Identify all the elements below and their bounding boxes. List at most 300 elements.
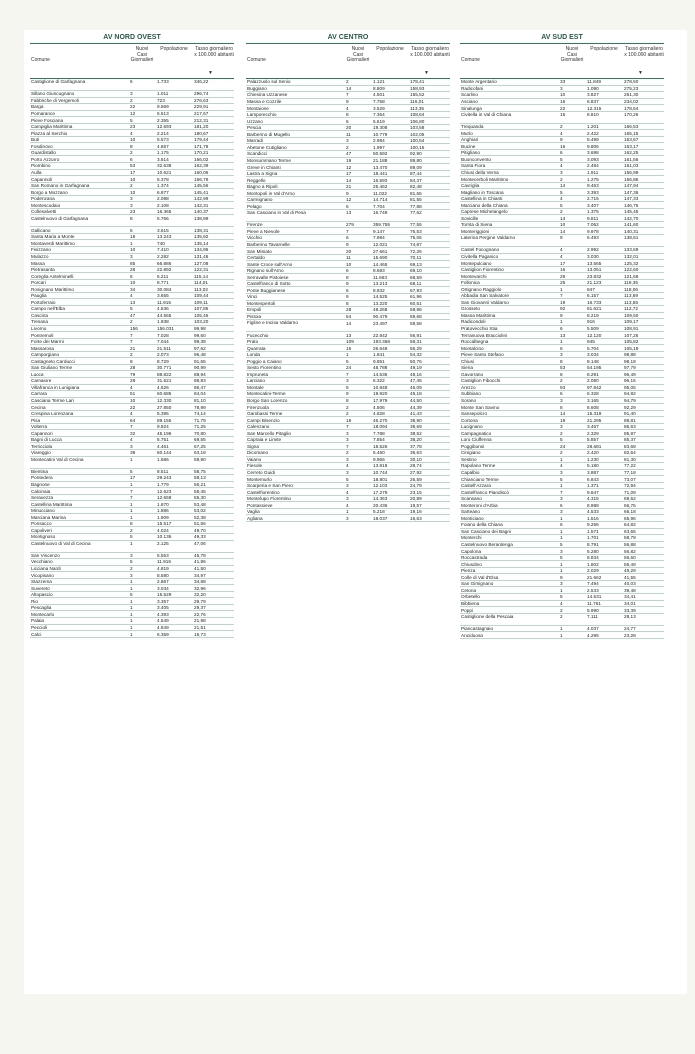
tasso-cell: 90,99 — [194, 365, 206, 371]
table-row — [30, 631, 234, 638]
nuovi-casi-cell: 2 — [560, 614, 563, 620]
tasso-cell: 113,35 — [410, 105, 424, 111]
tasso-cell: 30,10 — [410, 456, 422, 462]
comune-cell: Rapolano Terme — [461, 463, 496, 469]
popolazione-cell: 20.436 — [373, 502, 388, 508]
comune-cell: Massa e Cozzile — [247, 99, 282, 105]
comune-cell: Carrara — [31, 391, 47, 397]
tasso-cell: 85,37 — [624, 437, 636, 443]
popolazione-cell: 10.848 — [373, 384, 388, 390]
tasso-cell: 88,94 — [194, 371, 206, 377]
nuovi-casi-cell: 6 — [346, 268, 349, 274]
comune-cell: Carmignano — [247, 197, 273, 203]
popolazione-cell: 7.854 — [373, 437, 385, 443]
comune-cell: Cinigiano — [461, 450, 481, 456]
popolazione-cell: 2.355 — [157, 117, 169, 123]
comune-cell: Arezzo — [461, 384, 476, 390]
popolazione-cell: 3.034 — [587, 352, 599, 358]
header-nuovi-casi[interactable]: Nuovi Casi Giornalieri — [130, 46, 154, 64]
tasso-cell: 68,59 — [410, 274, 422, 280]
nuovi-casi-cell: 3 — [560, 352, 563, 358]
nuovi-casi-cell: 6 — [560, 150, 563, 156]
popolazione-cell: 7.410 — [157, 247, 169, 253]
nuovi-casi-cell: 24 — [560, 443, 566, 449]
popolazione-cell: 1.686 — [157, 456, 169, 462]
comune-cell: Campagnatico — [461, 430, 492, 436]
nuovi-casi-cell: 1 — [130, 540, 133, 546]
section-title: AV SUD EST — [460, 30, 664, 44]
comune-cell: Santa Fiora — [461, 163, 486, 169]
comune-cell: Bibbiena — [461, 600, 480, 606]
tasso-cell: 56,21 — [194, 482, 206, 488]
nuovi-casi-cell: 8 — [560, 371, 563, 377]
header-popolazione[interactable]: Popolazione — [376, 46, 404, 52]
header-tasso[interactable]: Tasso giornaliero x 100.000 abitanti — [410, 46, 450, 58]
tasso-cell: 217,67 — [194, 111, 209, 117]
nuovi-casi-cell: 3 — [130, 572, 133, 578]
comune-cell: Barga — [31, 104, 44, 110]
nuovi-casi-cell: 6 — [560, 345, 563, 351]
tasso-cell: 69,13 — [410, 261, 422, 267]
tasso-cell: 105,46 — [194, 312, 209, 318]
tasso-cell: 89,09 — [410, 164, 422, 170]
nuovi-casi-cell: 3 — [560, 169, 563, 175]
tasso-cell: 99,98 — [194, 325, 206, 331]
nuovi-casi-cell: 9 — [346, 241, 349, 247]
tasso-cell: 105,82 — [624, 339, 639, 345]
popolazione-cell: 4.849 — [157, 624, 169, 630]
comune-cell: San Casciano in Val di Pesa — [247, 210, 306, 216]
sort-down-icon[interactable]: ▼ — [208, 70, 213, 76]
nuovi-casi-cell: 11 — [346, 255, 351, 261]
comune-cell: Altopascio — [31, 592, 53, 598]
popolazione-cell: 21.123 — [587, 280, 602, 286]
tasso-cell: 23,15 — [410, 489, 422, 495]
popolazione-cell: 4.461 — [157, 443, 169, 449]
tasso-cell: 55,45 — [194, 488, 206, 494]
tasso-cell: 156,99 — [624, 169, 639, 175]
popolazione-cell: 2.329 — [587, 430, 599, 436]
nuovi-casi-cell: 19 — [560, 299, 566, 305]
comune-cell: Monterchi — [461, 535, 482, 541]
header-comune[interactable]: Comune — [31, 57, 50, 63]
comune-cell: Pescia — [247, 125, 262, 131]
tasso-cell: 59,68 — [410, 313, 422, 319]
comune-cell: Fivizzano — [31, 247, 51, 253]
comune-cell: Cetona — [461, 587, 477, 593]
tasso-cell: 160,06 — [194, 169, 209, 175]
popolazione-cell: 9.851 — [373, 358, 385, 364]
comune-cell: Vecchiano — [31, 559, 53, 565]
tasso-cell: 122,31 — [194, 267, 209, 273]
header-comune[interactable]: Comune — [461, 57, 480, 63]
tasso-cell: 23,28 — [624, 632, 636, 638]
section-title: AV CENTRO — [246, 30, 450, 44]
nuovi-casi-cell: 3 — [130, 552, 133, 558]
table-centro — [246, 30, 450, 522]
tasso-cell: 49,70 — [194, 527, 206, 533]
nuovi-casi-cell: 1 — [130, 624, 133, 630]
tasso-cell: 158,93 — [410, 85, 425, 91]
comune-cell: Capolona — [461, 548, 482, 554]
comune-cell: Buggiano — [247, 85, 267, 91]
comune-cell: Sorano — [461, 398, 477, 403]
comune-cell: Villafranca in Lunigiana — [31, 384, 80, 390]
comune-cell: Pauglia — [31, 293, 47, 299]
tasso-cell: 41,55 — [624, 574, 636, 580]
comune-cell: Siena — [461, 365, 473, 371]
nuovi-casi-cell: 8 — [346, 398, 349, 403]
nuovi-casi-cell: 1 — [130, 482, 133, 488]
comune-cell: Terranuova Bracciolini — [461, 332, 508, 338]
nuovi-casi-cell: 9 — [560, 574, 563, 580]
nuovi-casi-cell: 5 — [130, 306, 133, 312]
comune-cell: Tresana — [31, 319, 49, 325]
popolazione-cell: 12.330 — [157, 398, 172, 403]
tasso-cell: 100,15 — [410, 144, 425, 150]
comune-cell: Abetone Cutigliano — [247, 144, 287, 150]
comune-cell: Montelupo Fiorentino — [247, 496, 292, 502]
popolazione-cell: 1.841 — [373, 352, 385, 358]
popolazione-cell: 4.501 — [373, 92, 385, 98]
nuovi-casi-cell: 8 — [130, 521, 133, 527]
comune-cell: Monticiano — [461, 515, 484, 521]
nuovi-casi-cell: 5 — [130, 117, 133, 123]
nuovi-casi-cell: 1 — [130, 585, 133, 591]
comune-cell: Uzzano — [247, 118, 263, 124]
tasso-cell: 156,79 — [194, 176, 209, 182]
tasso-cell: 92,29 — [624, 404, 636, 410]
table-row — [460, 632, 664, 639]
nuovi-casi-cell: 15 — [560, 112, 566, 118]
nuovi-casi-cell: 14 — [346, 85, 352, 91]
tasso-cell: 22,76 — [194, 611, 206, 617]
popolazione-cell: 6.877 — [157, 189, 169, 195]
tasso-cell: 102,05 — [410, 131, 425, 137]
popolazione-cell: 14.714 — [373, 197, 388, 203]
nuovi-casi-cell: 18 — [346, 417, 352, 423]
tasso-cell: 96,15 — [624, 378, 636, 384]
tasso-cell: 81,10 — [194, 398, 206, 403]
popolazione-cell: 12.623 — [157, 488, 172, 494]
nuovi-casi-cell: 5 — [346, 384, 349, 390]
popolazione-cell: 26.648 — [373, 345, 388, 351]
tasso-cell: 84,04 — [194, 391, 206, 397]
nuovi-casi-cell: 4 — [560, 130, 563, 136]
nuovi-casi-cell: 13 — [560, 332, 566, 338]
tasso-cell: 46,09 — [410, 384, 422, 390]
comune-cell: Empoli — [247, 307, 262, 313]
table-row — [30, 457, 234, 469]
nuovi-casi-cell: 5 — [560, 542, 563, 548]
popolazione-cell: 9.966 — [373, 456, 385, 462]
comune-cell: Ponsacco — [31, 521, 52, 527]
comune-cell: Monteriggioni — [461, 228, 490, 234]
comune-cell: Bagni di Lucca — [31, 437, 62, 443]
comune-cell: Dicomano — [247, 450, 269, 456]
tasso-cell: 47,06 — [194, 540, 206, 546]
tasso-cell: 109,50 — [624, 312, 639, 318]
popolazione-cell: 3.034 — [157, 585, 169, 591]
nuovi-casi-cell: 21 — [346, 184, 352, 190]
header-popolazione[interactable]: Popolazione — [160, 46, 188, 52]
popolazione-cell: 89.155 — [157, 417, 172, 423]
nuovi-casi-cell: 7 — [346, 443, 349, 449]
tasso-cell: 72,25 — [410, 248, 422, 254]
table-row — [30, 215, 234, 227]
nuovi-casi-cell: 8 — [346, 274, 349, 280]
popolazione-cell: 1.938 — [157, 319, 169, 325]
nuovi-casi-cell: 17 — [130, 475, 136, 481]
header-comune[interactable]: Comune — [247, 57, 266, 63]
tasso-cell: 107,85 — [194, 306, 209, 312]
comune-cell: Poggibonsi — [461, 443, 485, 449]
header-popolazione[interactable]: Popolazione — [590, 46, 618, 52]
popolazione-cell: 12.021 — [373, 241, 388, 247]
nuovi-casi-cell: 3 — [346, 138, 349, 144]
popolazione-cell: 5.211 — [157, 273, 169, 279]
nuovi-casi-cell: 279 — [346, 222, 354, 228]
popolazione-cell: 10.621 — [157, 169, 172, 175]
tasso-cell: 45,18 — [410, 391, 422, 397]
nuovi-casi-cell: 2 — [560, 378, 563, 384]
nuovi-casi-cell: 6 — [130, 156, 133, 162]
comune-cell: Capoliveri — [31, 527, 52, 533]
popolazione-cell: 9.256 — [587, 522, 599, 528]
nuovi-casi-cell: 25 — [560, 280, 566, 286]
nuovi-casi-cell: 8 — [130, 143, 133, 149]
tasso-cell: 118,06 — [624, 286, 638, 292]
tasso-cell: 39,48 — [624, 587, 636, 593]
tasso-cell: 181,20 — [194, 124, 209, 130]
nuovi-casi-cell: 1 — [560, 528, 563, 534]
tasso-cell: 58,96 — [410, 307, 422, 313]
tasso-cell: 71,25 — [194, 424, 206, 430]
nuovi-casi-cell: 4 — [560, 253, 563, 259]
nuovi-casi-cell: 9 — [560, 235, 563, 241]
comune-cell: Calenzano — [247, 424, 270, 430]
comune-cell: Montaverdi Marittimo — [31, 240, 75, 246]
popolazione-cell: 916 — [587, 319, 595, 325]
popolazione-cell: 10.744 — [373, 470, 388, 476]
popolazione-cell: 45.196 — [157, 430, 172, 436]
nuovi-casi-cell: 1 — [130, 631, 133, 637]
comune-cell: Stazzema — [31, 579, 52, 585]
tasso-cell: 178,64 — [624, 105, 639, 111]
popolazione-cell: 1.911 — [587, 169, 599, 175]
tasso-cell: 55,30 — [194, 495, 206, 501]
tasso-cell: 72,94 — [624, 483, 636, 489]
nuovi-casi-cell: 12 — [346, 164, 352, 170]
comune-cell: Capalbio — [461, 470, 480, 476]
popolazione-cell: 2.029 — [587, 568, 599, 574]
comune-cell: Suvereto — [31, 585, 50, 591]
tasso-cell: 81,65 — [410, 190, 422, 196]
popolazione-cell: 5.513 — [157, 111, 169, 117]
comune-cell: Pieve Santo Stefano — [461, 352, 504, 358]
header-nuovi-casi[interactable]: Nuovi Casi Giornalieri — [560, 46, 584, 64]
sort-down-icon[interactable]: ▼ — [638, 70, 643, 76]
popolazione-cell: 740 — [157, 240, 165, 246]
comune-cell: Grosseto — [461, 306, 481, 312]
popolazione-cell: 7.788 — [373, 430, 385, 436]
nuovi-casi-cell: 1 — [560, 319, 563, 325]
comune-cell: Montecatini Val di Cecina — [31, 456, 84, 462]
nuovi-casi-cell: 2 — [346, 450, 349, 456]
comune-cell: Castelnuovo di Garfagnana — [31, 215, 89, 221]
nuovi-casi-cell: 7 — [346, 228, 349, 234]
nuovi-casi-cell: 1 — [346, 509, 349, 515]
nuovi-casi-cell: 5 — [560, 156, 563, 162]
tasso-cell: 142,99 — [194, 196, 209, 202]
nuovi-casi-cell: 5 — [560, 594, 563, 600]
comune-cell: Roccastrada — [461, 555, 488, 561]
popolazione-cell: 18.037 — [373, 515, 388, 521]
comune-cell: San Gimignano — [461, 581, 494, 587]
nuovi-casi-cell: 6 — [560, 325, 563, 331]
popolazione-cell: 81.621 — [587, 306, 602, 312]
popolazione-cell: 5.857 — [587, 437, 599, 443]
comune-cell: Chiusi della Verna — [461, 169, 499, 175]
nuovi-casi-cell: 85 — [130, 260, 136, 266]
nuovi-casi-cell: 5 — [560, 189, 563, 195]
comune-cell: Barberino Tavarnelle — [247, 241, 290, 247]
nuovi-casi-cell: 14 — [560, 183, 566, 189]
header-tasso[interactable]: Tasso giornaliero x 100.000 abitanti — [624, 46, 664, 58]
comune-cell: Signa — [247, 443, 259, 449]
popolazione-cell: 5.460 — [373, 450, 385, 456]
comune-cell: Pitigliano — [461, 150, 481, 156]
tasso-cell: 97,79 — [624, 365, 636, 371]
popolazione-cell: 18.801 — [373, 476, 388, 482]
nuovi-casi-cell: 5 — [560, 555, 563, 561]
nuovi-casi-cell: 14 — [560, 215, 566, 221]
nuovi-casi-cell: 5 — [346, 358, 349, 364]
comune-cell: Gallicano — [31, 227, 51, 233]
nuovi-casi-cell: 4 — [130, 130, 133, 136]
nuovi-casi-cell: 29 — [560, 273, 566, 279]
comune-cell: Montaione — [247, 105, 269, 111]
popolazione-cell: 11.761 — [587, 600, 601, 606]
tasso-cell: 55,49 — [624, 561, 636, 567]
popolazione-cell: 12.315 — [587, 105, 602, 111]
tasso-cell: 146,76 — [624, 202, 639, 208]
tasso-cell: 212,31 — [194, 117, 209, 123]
popolazione-cell: 21.662 — [587, 574, 602, 580]
comune-cell: Poppi — [461, 607, 473, 613]
tasso-cell: 98,18 — [624, 358, 636, 364]
nuovi-casi-cell: 3 — [130, 91, 133, 97]
nuovi-casi-cell: 4 — [560, 600, 563, 606]
popolazione-cell: 21.295 — [587, 417, 602, 423]
comune-cell: Pistoia — [247, 313, 262, 319]
tasso-cell: 28,74 — [410, 463, 422, 469]
nuovi-casi-cell: 10 — [130, 176, 136, 182]
sort-down-icon[interactable]: ▼ — [424, 70, 429, 76]
nuovi-casi-cell: 9 — [560, 312, 563, 318]
nuovi-casi-cell: 1 — [346, 352, 349, 358]
tasso-cell: 140,31 — [624, 228, 639, 234]
comune-cell: Castel Focognano — [461, 247, 500, 253]
popolazione-cell: 6.328 — [587, 391, 599, 397]
comune-cell: Marciano della Chiana — [461, 202, 508, 208]
comune-cell: Castelfranco Piandiscò — [461, 489, 509, 495]
popolazione-cell: 60.144 — [157, 450, 172, 456]
nuovi-casi-cell: 3 — [346, 437, 349, 443]
nuovi-casi-cell: 1 — [560, 456, 563, 462]
popolazione-cell: 2.992 — [587, 247, 599, 253]
popolazione-cell: 21.511 — [157, 345, 171, 351]
tasso-cell: 156,86 — [624, 176, 639, 182]
comune-cell: Pietrasanta — [31, 267, 55, 273]
tasso-cell: 113,55 — [624, 299, 638, 305]
comune-cell: Montescudaio — [31, 202, 61, 208]
popolazione-cell: 8.988 — [587, 502, 599, 508]
tasso-cell: 32,20 — [194, 592, 206, 598]
tasso-cell: 296,74 — [194, 91, 209, 97]
popolazione-cell: 3.827 — [587, 92, 599, 98]
comune-cell: San Casciano dei Bagni — [461, 528, 512, 534]
comune-cell: Bucine — [461, 143, 476, 149]
comune-cell: Capannori — [31, 430, 53, 436]
nuovi-casi-cell: 6 — [560, 502, 563, 508]
popolazione-cell: 90.479 — [373, 313, 388, 319]
tasso-cell: 60,51 — [410, 300, 422, 306]
comune-cell: Monte San Savino — [461, 404, 500, 410]
tasso-cell: 113,02 — [194, 286, 208, 292]
nuovi-casi-cell: 2 — [130, 319, 133, 325]
comune-cell: Gambassi Terme — [247, 411, 283, 417]
nuovi-casi-cell: 6 — [560, 391, 563, 397]
popolazione-cell: 847 — [587, 286, 595, 292]
comune-cell: Terricciola — [31, 443, 53, 449]
nuovi-casi-cell: 10 — [130, 189, 136, 195]
header-nuovi-casi[interactable]: Nuovi Casi Giornalieri — [346, 46, 370, 64]
nuovi-casi-cell: 23 — [130, 209, 136, 215]
comune-cell: Vaglia — [247, 509, 260, 515]
comune-cell: San Miniato — [247, 248, 272, 254]
popolazione-cell: 2.867 — [157, 579, 169, 585]
popolazione-cell: 1.909 — [157, 514, 169, 520]
nuovi-casi-cell: 18 — [130, 234, 136, 240]
popolazione-cell: 16.365 — [157, 209, 172, 215]
popolazione-cell: 8.511 — [157, 468, 169, 474]
popolazione-cell: 50.592 — [373, 151, 388, 157]
popolazione-cell: 8.810 — [587, 112, 599, 118]
popolazione-cell: 4.295 — [587, 632, 599, 638]
comune-cell: Palaia — [31, 618, 45, 624]
tasso-cell: 45,78 — [194, 552, 206, 558]
popolazione-cell: 2.108 — [157, 202, 169, 208]
comune-cell: Chiusi — [461, 358, 475, 364]
tasso-cell: 19,57 — [410, 502, 422, 508]
popolazione-cell: 3.093 — [587, 156, 599, 162]
popolazione-cell: 5.395 — [157, 411, 169, 417]
popolazione-cell: 13.051 — [587, 267, 602, 273]
tasso-cell: 105,19 — [624, 345, 639, 351]
comune-cell: Castelfranco di Sotto — [247, 281, 291, 287]
comune-cell: Massa — [31, 260, 45, 266]
popolazione-cell: 10.136 — [157, 534, 172, 540]
popolazione-cell: 3.165 — [587, 398, 599, 403]
tasso-cell: 133,69 — [624, 247, 639, 253]
popolazione-cell: 8.771 — [157, 280, 169, 286]
tasso-cell: 113,69 — [624, 293, 638, 299]
header-tasso[interactable]: Tasso giornaliero x 100.000 abitanti — [194, 46, 234, 58]
popolazione-cell: 28.681 — [587, 443, 602, 449]
popolazione-cell: 8.832 — [373, 287, 385, 293]
nuovi-casi-cell: 3 — [130, 253, 133, 259]
